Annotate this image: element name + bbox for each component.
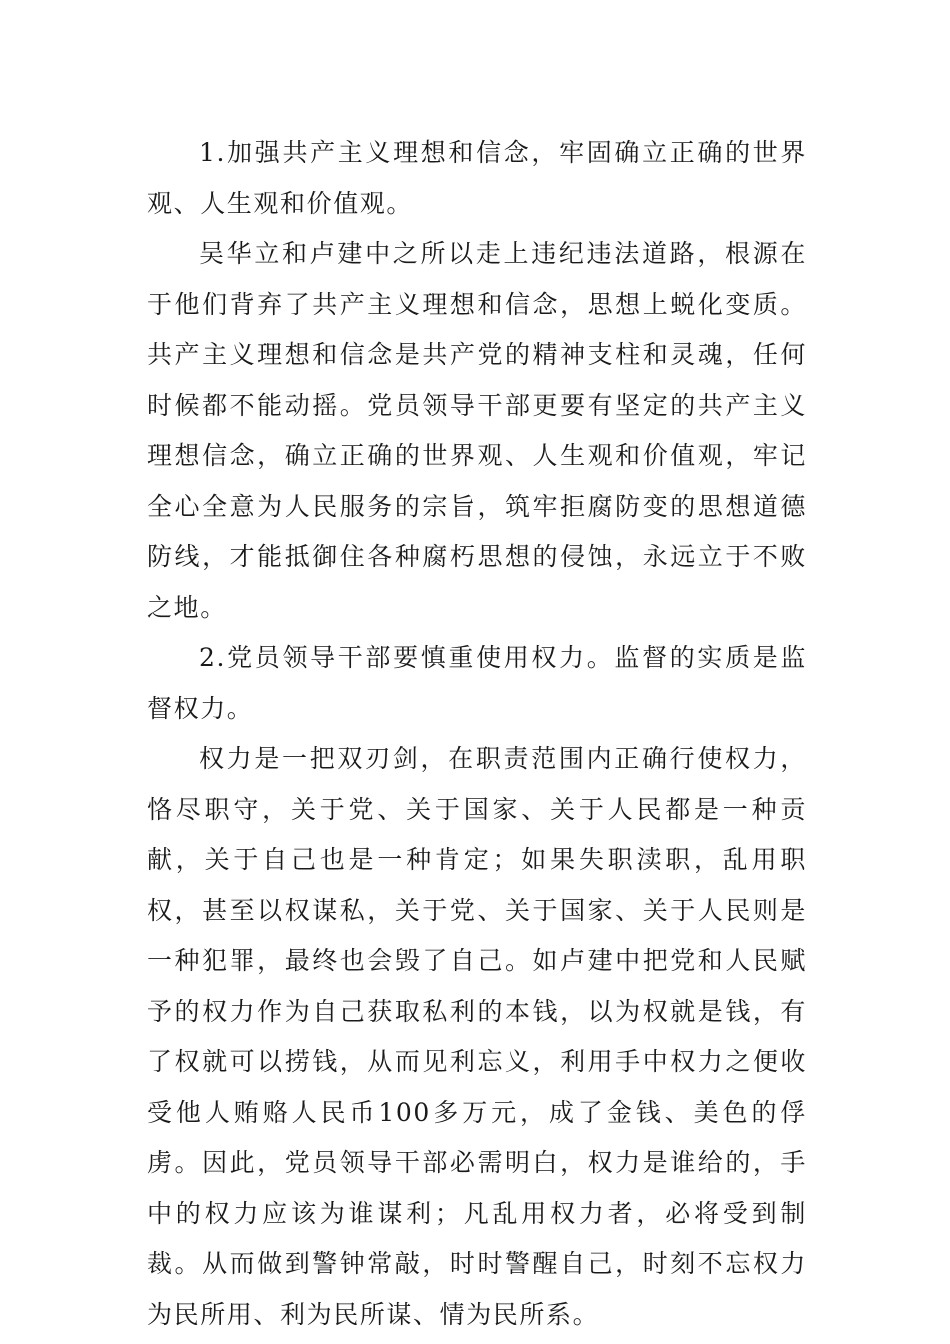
paragraph-heading-2: 2.党员领导干部要慎重使用权力。监督的实质是监督权力。	[147, 643, 807, 723]
paragraph-body-1: 吴华立和卢建中之所以走上违纪违法道路，根源在于他们背弃了共产主义理想和信念，思想上蜕化变质。共产主义理想和信念是共产党的精神支柱和灵魂，任何时候都不能动摇。党员领导干部更要有坚定的共产主义理想信念，确立正确的世界观、人生观和价值观，牢记全心全意为人民服务的宗旨，筑牢拒腐防变的思想道德防线，才能抵御住各种腐朽思想的侵蚀，永远立于不败之地。	[147, 239, 807, 622]
paragraph-body-2: 权力是一把双刃剑，在职责范围内正确行使权力，恪尽职守，关于党、关于国家、关于人民都是一种贡献，关于自己也是一种肯定；如果失职渎职，乱用职权，甚至以权谋私，关于党、关于国家、关于人民则是一种犯罪，最终也会毁了自己。如卢建中把党和人民赋予的权力作为自己获取私利的本钱，以为权就是钱，有了权就可以捞钱，从而见利忘义，利用手中权力之便收受他人贿赂人民币100多万元，成了金钱、美色的俘虏。因此，党员领导干部必需明白，权力是谁给的，手中的权力应该为谁谋利；凡乱用权力者，必将受到制裁。从而做到警钟常敲，时时警醒自己，时刻不忘权力为民所用、利为民所谋、情为民所系。	[147, 744, 807, 1329]
paragraph-heading-1: 1.加强共产主义理想和信念，牢固确立正确的世界观、人生观和价值观。	[147, 138, 807, 218]
document-body	[147, 128, 807, 1340]
